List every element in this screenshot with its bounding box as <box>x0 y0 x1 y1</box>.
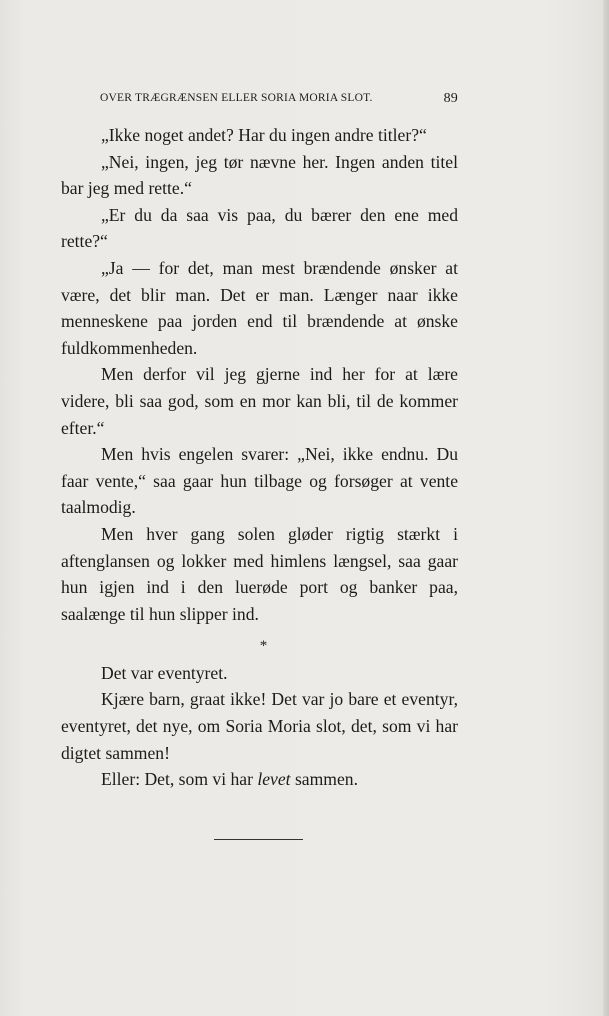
page-edge-shadow <box>603 0 609 1016</box>
paragraph: „Nei, ingen, jeg tør nævne her. Ingen anden titel bar jeg med rette.“ <box>61 151 458 199</box>
final-tail: sammen. <box>290 769 358 790</box>
paragraph: „Ja — for det, man mest brændende ønsker at være, det blir man. Det er man. Længer naar ikke menneskene paa jorden end til brændende at ønske fuldkommenheden. <box>61 257 458 358</box>
paragraph: Men hvis engelen svarer: „Nei, ikke endnu. Du faar vente,“ saa gaar hun tilbage og forsøger at vente taalmodig. <box>61 444 458 518</box>
paragraph: Det var eventyret. <box>101 662 228 683</box>
paragraph: Kjære barn, graat ikke! Det var jo bare et eventyr, eventyret, det nye, om Soria Moria slot, det, som vi har digtet sammen! <box>61 689 458 763</box>
paragraph: Men hver gang solen gløder rigtig stærkt i aftenglansen og lokker med himlens længsel, saa gaar hun igjen ind i den luerøde port og banker paa, saalænge til hun slipper ind. <box>61 523 458 624</box>
end-rule <box>214 839 303 840</box>
running-title: OVER TRÆGRÆNSEN ELLER SORIA MORIA SLOT. <box>100 92 373 104</box>
final-lead: Eller: Det, som vi har <box>101 769 258 790</box>
body-text <box>61 122 458 793</box>
emphasized-word: levet <box>257 769 291 790</box>
final-paragraph <box>61 766 458 793</box>
section-break-asterism: * <box>259 638 268 655</box>
page-number: 89 <box>443 91 458 106</box>
paragraph: „Er du da saa vis paa, du bærer den ene med rette?“ <box>61 204 458 252</box>
paragraph: Men derfor vil jeg gjerne ind her for at lære videre, bli saa god, som en mor kan bli, til de kommer efter.“ <box>61 364 458 438</box>
paragraph: „Ikke noget andet? Har du ingen andre titler?“ <box>101 125 427 145</box>
